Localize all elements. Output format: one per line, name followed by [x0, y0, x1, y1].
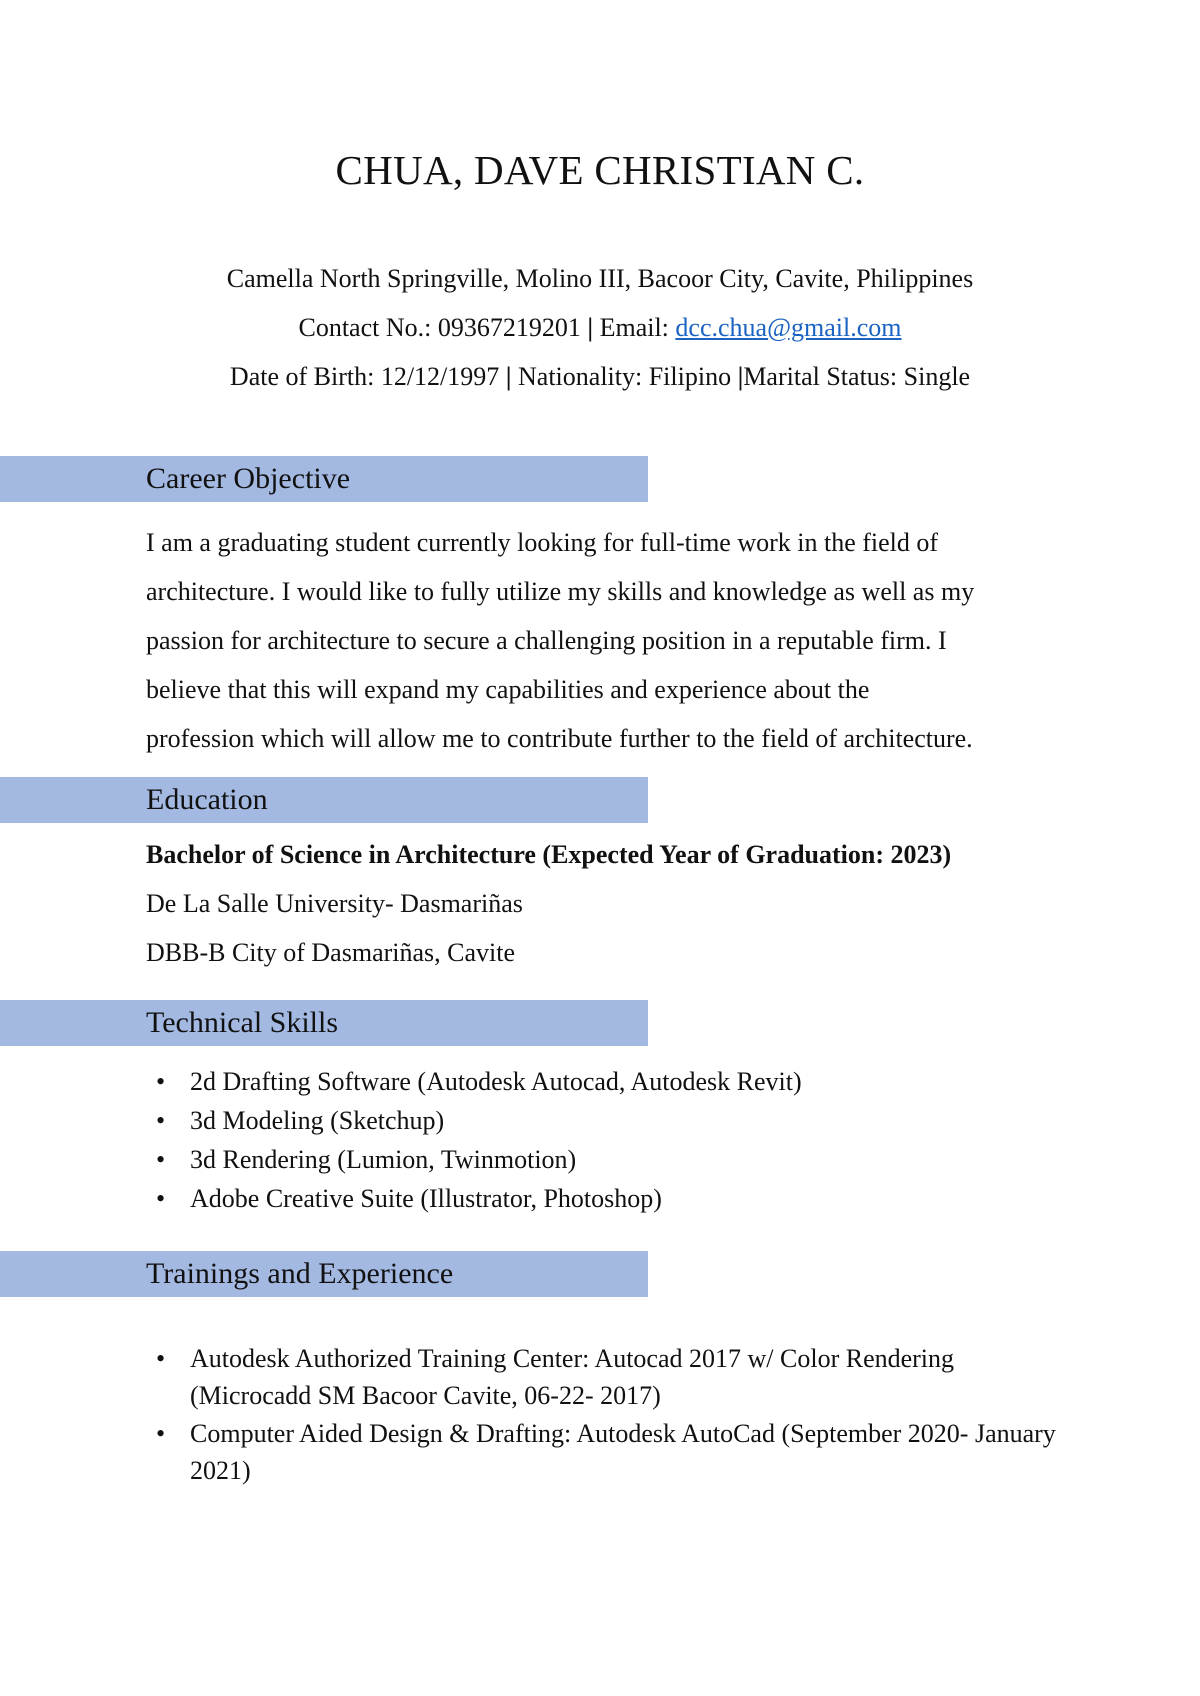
education-location: DBB-B City of Dasmariñas, Cavite — [146, 938, 516, 967]
separator: | — [737, 362, 744, 391]
objective-line: I am a graduating student currently looking for full-time work in the field of — [146, 528, 939, 557]
marital-status: Marital Status: Single — [743, 362, 971, 391]
objective-line: passion for architecture to secure a challenging position in a reputable firm. I — [146, 626, 947, 655]
address: Camella North Springville, Molino III, Bacoor City, Cavite, Philippines — [226, 264, 974, 293]
section-title-technical-skills: Technical Skills — [146, 1006, 339, 1039]
skill-text: 3d Rendering (Lumion, Twinmotion) — [190, 1145, 577, 1174]
list-item — [146, 1415, 1066, 1489]
objective-line: profession which will allow me to contribute further to the field of architecture. — [146, 724, 973, 753]
objective-line: believe that this will expand my capabilities and experience about the — [146, 675, 870, 704]
list-item — [146, 1140, 1066, 1179]
list-item — [146, 1101, 1066, 1140]
skill-text: 3d Modeling (Sketchup) — [190, 1106, 445, 1135]
section-title-career-objective: Career Objective — [146, 462, 351, 495]
separator: | — [587, 313, 594, 342]
education-degree: Bachelor of Science in Architecture (Expected Year of Graduation: 2023) — [146, 840, 952, 869]
resume-name: CHUA, DAVE CHRISTIAN C. — [335, 147, 865, 193]
bullet-icon: • — [156, 1184, 166, 1213]
email-link[interactable]: dcc.chua@gmail.com — [675, 313, 902, 342]
section-title-education: Education — [146, 783, 268, 816]
email-label: Email: — [599, 313, 676, 342]
skill-text: Adobe Creative Suite (Illustrator, Photoshop) — [190, 1184, 662, 1213]
section-bar-education — [0, 777, 648, 823]
separator: | — [505, 362, 512, 391]
bullet-icon: • — [156, 1106, 166, 1135]
address-line — [0, 264, 1200, 294]
career-objective-text — [146, 518, 1076, 763]
skill-text: 2d Drafting Software (Autodesk Autocad, Autodesk Revit) — [190, 1067, 802, 1096]
nationality: Nationality: Filipino — [518, 362, 732, 391]
contact-line — [0, 313, 1200, 343]
contact-number: Contact No.: 09367219201 — [298, 313, 581, 342]
date-of-birth: Date of Birth: 12/12/1997 — [229, 362, 500, 391]
bullet-icon: • — [156, 1419, 166, 1448]
bullet-icon: • — [156, 1067, 166, 1096]
bullet-icon: • — [156, 1145, 166, 1174]
list-item — [146, 1340, 1066, 1414]
trainings-list — [146, 1340, 1066, 1490]
bullet-icon: • — [156, 1344, 166, 1373]
list-item — [146, 1179, 1066, 1218]
objective-line: architecture. I would like to fully utilize my skills and knowledge as well as my — [146, 577, 975, 606]
list-item — [146, 1062, 1066, 1101]
technical-skills-list — [146, 1062, 1066, 1218]
training-text: Computer Aided Design & Drafting: Autodesk AutoCad (September 2020- January 2021) — [190, 1419, 1056, 1485]
education-school: De La Salle University- Dasmariñas — [146, 889, 523, 918]
training-text: Autodesk Authorized Training Center: Autocad 2017 w/ Color Rendering (Microcadd SM Bacoor Cavite, 06-22- 2017) — [190, 1344, 955, 1410]
section-title-trainings: Trainings and Experience — [146, 1257, 454, 1290]
personal-info-line — [0, 362, 1200, 392]
